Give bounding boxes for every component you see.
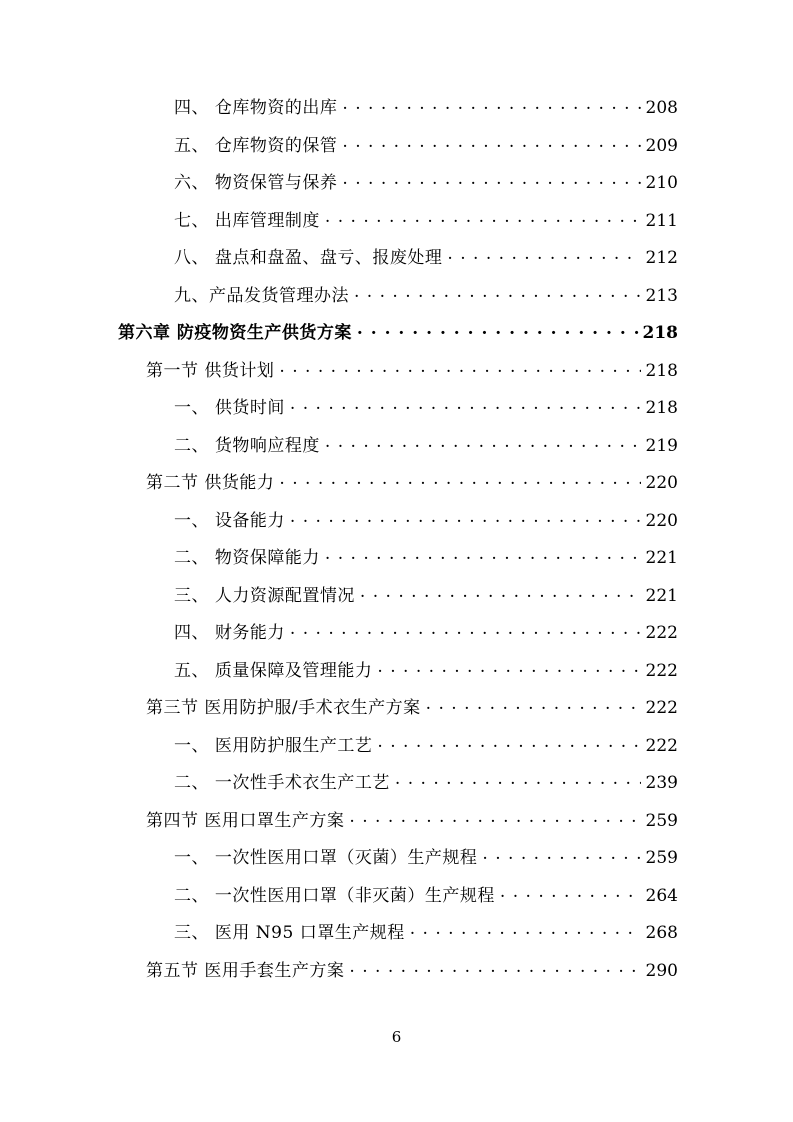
toc-entry-page-number: 222 [645,623,678,643]
toc-entry-page-number: 221 [645,548,678,568]
toc-leader-dots [349,809,641,826]
toc-leader-dots [290,509,641,526]
toc-leader-dots [279,359,641,376]
toc-entry[interactable] [174,134,678,155]
toc-entry-label: 二、 一次性医用口罩（非灭菌）生产规程 [174,885,495,906]
toc-leader-dots [377,734,641,751]
toc-entry-page-number: 212 [645,248,678,268]
toc-entry-label: 第一节 供货计划 [146,360,275,381]
toc-entry[interactable] [174,96,678,117]
toc-entry-label: 六、 物资保管与保养 [174,173,338,193]
toc-leader-dots [325,546,641,563]
toc-entry[interactable] [174,546,678,567]
toc-entry-label: 三、 医用 N95 口罩生产规程 [174,923,405,943]
toc-entry-page-number: 218 [642,323,678,343]
toc-leader-dots [290,396,641,413]
toc-entry-label: 第五节 医用手套生产方案 [146,960,345,981]
toc-entry-label: 第二节 供货能力 [146,473,275,493]
toc-entry-label: 一、 一次性医用口罩（灭菌）生产规程 [174,848,478,868]
toc-leader-dots [279,471,641,488]
toc-entry-page-number: 264 [645,885,678,906]
toc-leader-dots [482,846,641,863]
toc-entry-label: 八、 盘点和盘盈、盘亏、报废处理 [174,248,443,268]
toc-entry-label: 七、 出库管理制度 [174,210,320,231]
toc-leader-dots [290,621,641,638]
toc-leader-dots [354,284,641,301]
toc-entry-label: 一、 设备能力 [174,510,285,531]
toc-leader-dots [342,134,641,151]
toc-entry-label: 一、 医用防护服生产工艺 [174,735,373,756]
toc-entry[interactable] [146,359,678,380]
toc-entry-label: 一、 供货时间 [174,398,285,418]
toc-entry-label: 四、 财务能力 [174,623,285,643]
toc-entry-label: 三、 人力资源配置情况 [174,585,355,606]
toc-entry-page-number: 213 [645,285,678,306]
toc-leader-dots [426,696,641,713]
toc-entry-page-number: 222 [645,660,678,681]
toc-entry-page-number: 219 [645,435,678,456]
toc-entry-page-number: 222 [645,698,678,718]
toc-entry-page-number: 220 [645,473,678,493]
toc-leader-dots [325,434,641,451]
toc-entry-page-number: 290 [645,960,678,981]
toc-entry-page-number: 239 [645,773,678,793]
toc-entry[interactable] [174,771,678,792]
toc-entry[interactable] [174,246,678,267]
table-of-contents [118,96,678,996]
toc-entry-page-number: 222 [645,735,678,756]
toc-entry-label: 四、 仓库物资的出库 [174,98,338,118]
toc-entry[interactable] [174,209,678,230]
toc-entry-page-number: 220 [645,510,678,531]
toc-entry-label: 第六章 防疫物资生产供货方案 [118,323,352,343]
toc-entry[interactable] [146,959,678,980]
toc-entry-page-number: 221 [645,585,678,606]
toc-entry[interactable] [174,621,678,642]
toc-leader-dots [500,884,641,901]
toc-entry[interactable] [174,396,678,417]
toc-leader-dots [395,771,641,788]
toc-entry[interactable] [174,846,678,867]
toc-entry[interactable] [174,509,678,530]
toc-entry-label: 五、 仓库物资的保管 [174,135,338,156]
toc-entry-label: 第三节 医用防护服/手术衣生产方案 [146,698,421,718]
toc-entry-page-number: 211 [645,210,678,231]
toc-entry-label: 二、 一次性手术衣生产工艺 [174,773,390,793]
toc-entry-page-number: 209 [645,135,678,156]
page-folio: 6 [391,1028,402,1046]
toc-leader-dots [447,246,641,263]
toc-leader-dots [349,959,641,976]
toc-entry[interactable] [118,321,678,342]
toc-leader-dots [342,96,641,113]
toc-entry[interactable] [174,734,678,755]
toc-leader-dots [342,171,641,188]
toc-entry-page-number: 259 [645,810,678,831]
toc-entry[interactable] [174,659,678,680]
toc-entry[interactable] [174,884,678,905]
toc-entry[interactable] [174,921,678,942]
toc-entry-label: 第四节 医用口罩生产方案 [146,810,345,831]
toc-entry-label: 五、 质量保障及管理能力 [174,660,373,681]
toc-entry[interactable] [146,809,678,830]
toc-entry-label: 二、 货物响应程度 [174,435,320,456]
toc-entry-label: 九、产品发货管理办法 [174,285,349,306]
toc-entry-label: 二、 物资保障能力 [174,548,320,568]
toc-entry-page-number: 210 [645,173,678,193]
toc-entry-page-number: 208 [645,98,678,118]
toc-entry[interactable] [174,171,678,192]
toc-leader-dots [377,659,641,676]
toc-entry[interactable] [146,471,678,492]
toc-entry[interactable] [174,434,678,455]
toc-leader-dots [325,209,641,226]
toc-leader-dots [410,921,641,938]
toc-entry[interactable] [174,584,678,605]
toc-entry-page-number: 218 [645,398,678,418]
toc-entry-page-number: 218 [645,360,678,381]
toc-entry-page-number: 259 [645,848,678,868]
toc-entry-page-number: 268 [645,923,678,943]
toc-leader-dots [357,321,640,338]
toc-entry[interactable] [174,284,678,305]
toc-entry[interactable] [146,696,678,717]
toc-leader-dots [360,584,641,601]
